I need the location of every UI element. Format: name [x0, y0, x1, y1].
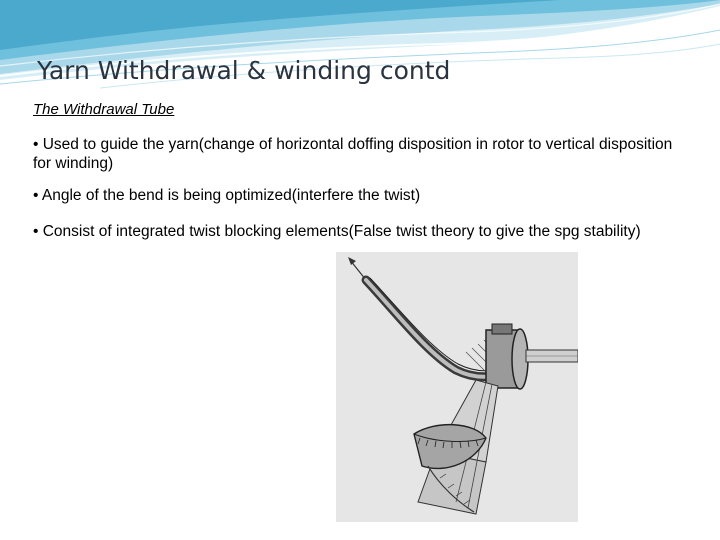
bullet-item: • Used to guide the yarn(change of horizontal doffing disposition in rotor to vertical disposition for winding)	[33, 136, 673, 172]
withdrawal-tube-diagram	[336, 252, 578, 522]
bullet-item: • Consist of integrated twist blocking elements(False twist theory to give the spg stability)	[33, 223, 641, 240]
section-subtitle: The Withdrawal Tube	[33, 101, 175, 118]
slide-title: Yarn Withdrawal & winding contd	[37, 56, 451, 85]
bullet-item: • Angle of the bend is being optimized(interfere the twist)	[33, 187, 421, 204]
